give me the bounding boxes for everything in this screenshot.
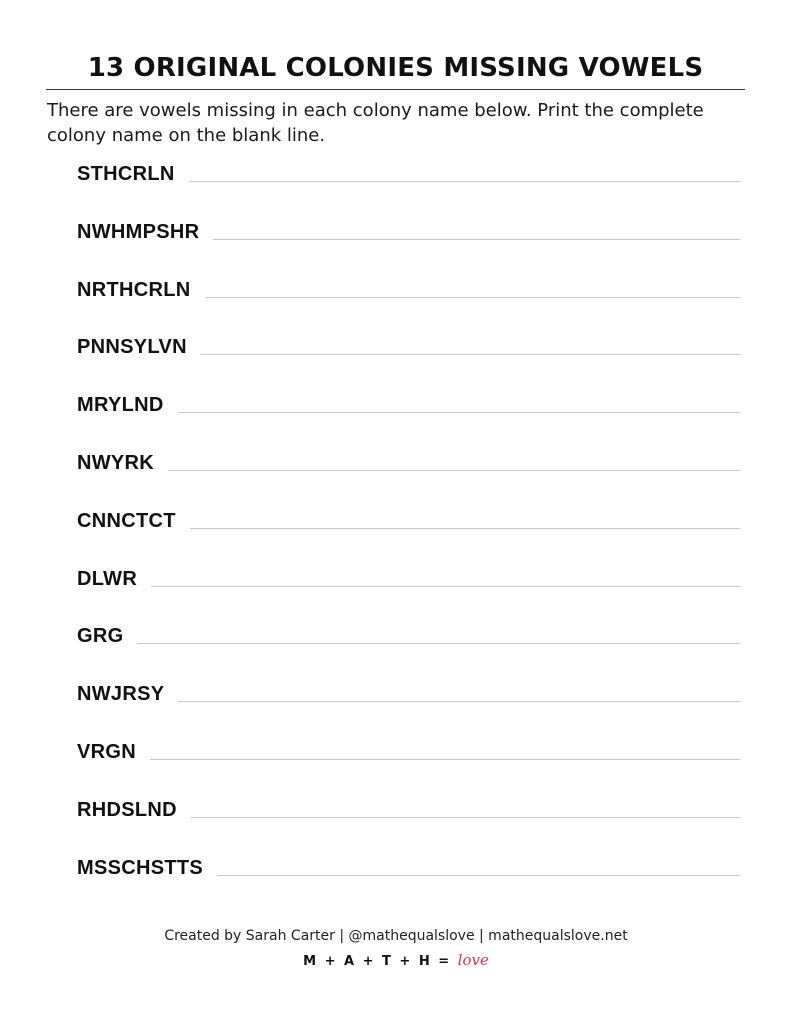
answer-blank-line: [137, 643, 740, 644]
answer-blank-line: [178, 412, 740, 413]
colony-list: [77, 160, 740, 888]
colony-scrambled-name: VRGN: [77, 740, 136, 763]
colony-row: [77, 194, 740, 252]
colony-row: [77, 772, 740, 830]
colony-scrambled-name: NWHMPSHR: [77, 220, 200, 243]
answer-blank-line: [213, 239, 740, 240]
answer-blank-line: [189, 181, 740, 182]
colony-row: [77, 714, 740, 772]
colony-row: [77, 425, 740, 483]
colony-row: [77, 830, 740, 888]
colony-scrambled-name: DLWR: [77, 567, 138, 590]
brand-logo: [0, 950, 792, 972]
colony-scrambled-name: NWYRK: [77, 451, 155, 474]
colony-scrambled-name: MSSCHSTTS: [77, 856, 204, 879]
brand-logo-love: love: [457, 951, 489, 969]
colony-row: [77, 367, 740, 425]
colony-scrambled-name: GRG: [77, 625, 124, 648]
colony-scrambled-name: NWJRSY: [77, 683, 165, 706]
answer-blank-line: [190, 528, 740, 529]
colony-scrambled-name: PNNSYLVN: [77, 336, 187, 359]
colony-row: [77, 252, 740, 310]
answer-blank-line: [150, 759, 740, 760]
colony-row: [77, 656, 740, 714]
answer-blank-line: [178, 701, 740, 702]
colony-scrambled-name: RHDSLND: [77, 798, 177, 821]
colony-scrambled-name: CNNCTCT: [77, 509, 176, 532]
colony-row: [77, 541, 740, 599]
colony-row: [77, 310, 740, 368]
colony-row: [77, 483, 740, 541]
footer-credits: Created by Sarah Carter | @mathequalslove | mathequalslove.net: [164, 928, 628, 944]
colony-scrambled-name: STHCRLN: [77, 163, 175, 185]
colony-row: [77, 599, 740, 657]
colony-scrambled-name: NRTHCRLN: [77, 278, 191, 301]
answer-blank-line: [168, 470, 740, 471]
colony-row: [77, 160, 740, 194]
answer-blank-line: [191, 817, 740, 818]
answer-blank-line: [201, 354, 740, 355]
brand-logo-math: M + A + T + H =: [303, 954, 452, 969]
answer-blank-line: [217, 875, 740, 876]
answer-blank-line: [205, 297, 741, 298]
instructions-text: There are vowels missing in each colony name below. Print the complete colony name on the blank line.: [47, 100, 704, 146]
title-divider: [46, 89, 745, 90]
answer-blank-line: [151, 586, 740, 587]
colony-scrambled-name: MRYLND: [77, 394, 164, 417]
worksheet-title: 13 ORIGINAL COLONIES MISSING VOWELS: [87, 53, 704, 83]
